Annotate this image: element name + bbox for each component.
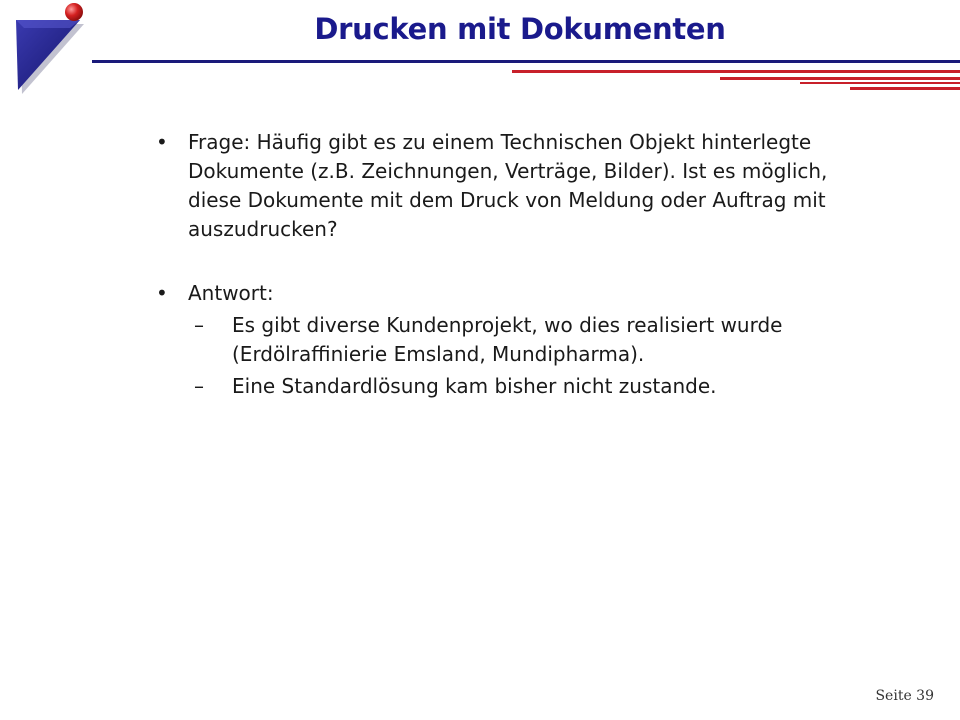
bullet-answer-text: Antwort: [188, 281, 274, 305]
slide-title: Drucken mit Dokumenten [314, 12, 726, 46]
header-red-rule-3 [800, 82, 960, 84]
logo-red-dot [65, 3, 83, 21]
sub-item-text: Eine Standardlösung kam bisher nicht zustande. [232, 374, 717, 398]
answer-sub-list [150, 311, 850, 401]
triangle-with-red-dot-logo [10, 0, 90, 100]
page-number: Seite 39 [875, 688, 934, 704]
bullet-mark: • [156, 130, 168, 154]
header-red-rule-2 [720, 77, 960, 80]
bullet-mark: • [156, 281, 168, 305]
header-red-rule-1 [512, 70, 960, 73]
bullet-question-text: Frage: Häufig gibt es zu einem Technischen Objekt hinterlegte Dokumente (z.B. Zeichnungen, Verträge, Bilder). Ist es möglich, diese Dokumente mit dem Druck von Meldung oder Auftrag mit auszudrucken? [188, 130, 828, 241]
sub-item [150, 372, 850, 401]
bullet-question [150, 128, 850, 244]
sub-item [150, 311, 850, 369]
sub-mark: – [194, 313, 204, 337]
header-blue-rule [92, 60, 960, 63]
sub-mark: – [194, 374, 204, 398]
slide-content [150, 128, 850, 404]
sub-item-text: Es gibt diverse Kundenprojekt, wo dies realisiert wurde (Erdölraffinierie Emsland, Mundipharma). [232, 313, 783, 366]
header-red-rule-4 [850, 87, 960, 90]
bullet-answer [150, 279, 850, 308]
